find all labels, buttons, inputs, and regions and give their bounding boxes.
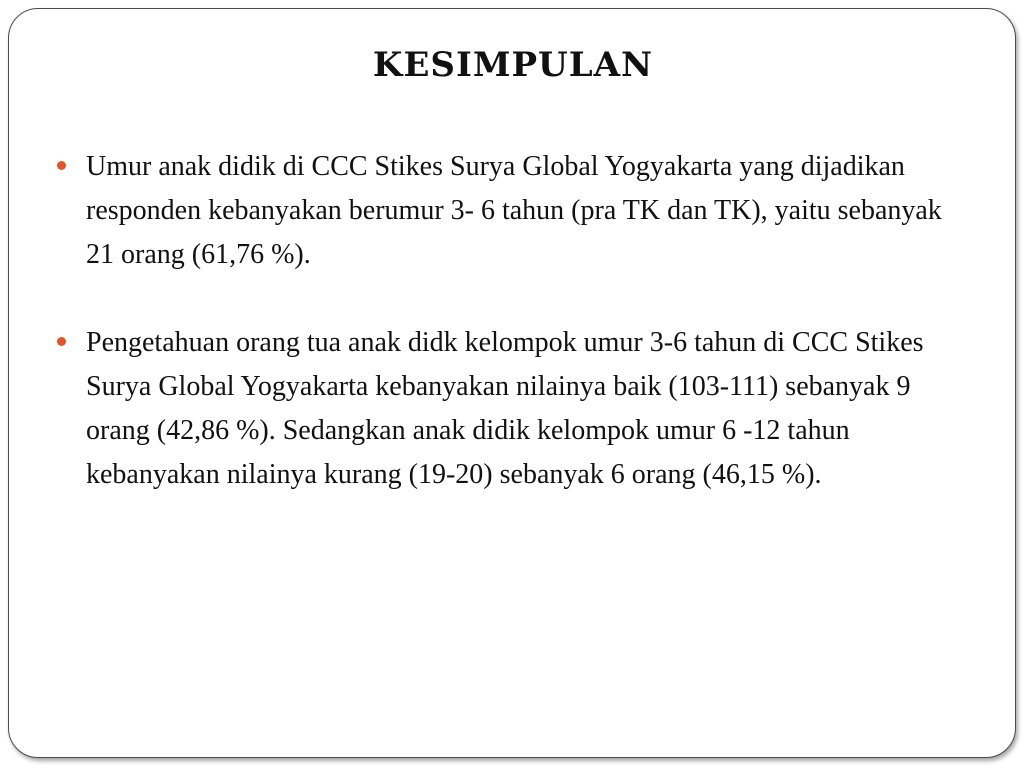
bullet-dot-icon xyxy=(57,337,66,346)
bullet-dot-icon xyxy=(57,161,66,170)
bullet-list xyxy=(57,145,957,541)
bullet-item xyxy=(57,321,957,497)
bullet-item xyxy=(57,145,957,277)
slide-title: KESIMPULAN xyxy=(372,45,654,85)
slide-frame xyxy=(8,8,1016,758)
bullet-text: Umur anak didik di CCC Stikes Surya Global Yogyakarta yang dijadikan responden kebanyakan berumur 3- 6 tahun (pra TK dan TK), yaitu sebanyak 21 orang (61,76 %). xyxy=(86,151,942,270)
bullet-text: Pengetahuan orang tua anak didk kelompok umur 3-6 tahun di CCC Stikes Surya Global Yogyakarta kebanyakan nilainya baik (103-111) sebanyak 9 orang (42,86 %). Sedangkan anak didik kelompok umur 6 -12 tahun kebanyakan nilainya kurang (19-20) sebanyak 6 orang (46,15 %). xyxy=(86,327,924,490)
